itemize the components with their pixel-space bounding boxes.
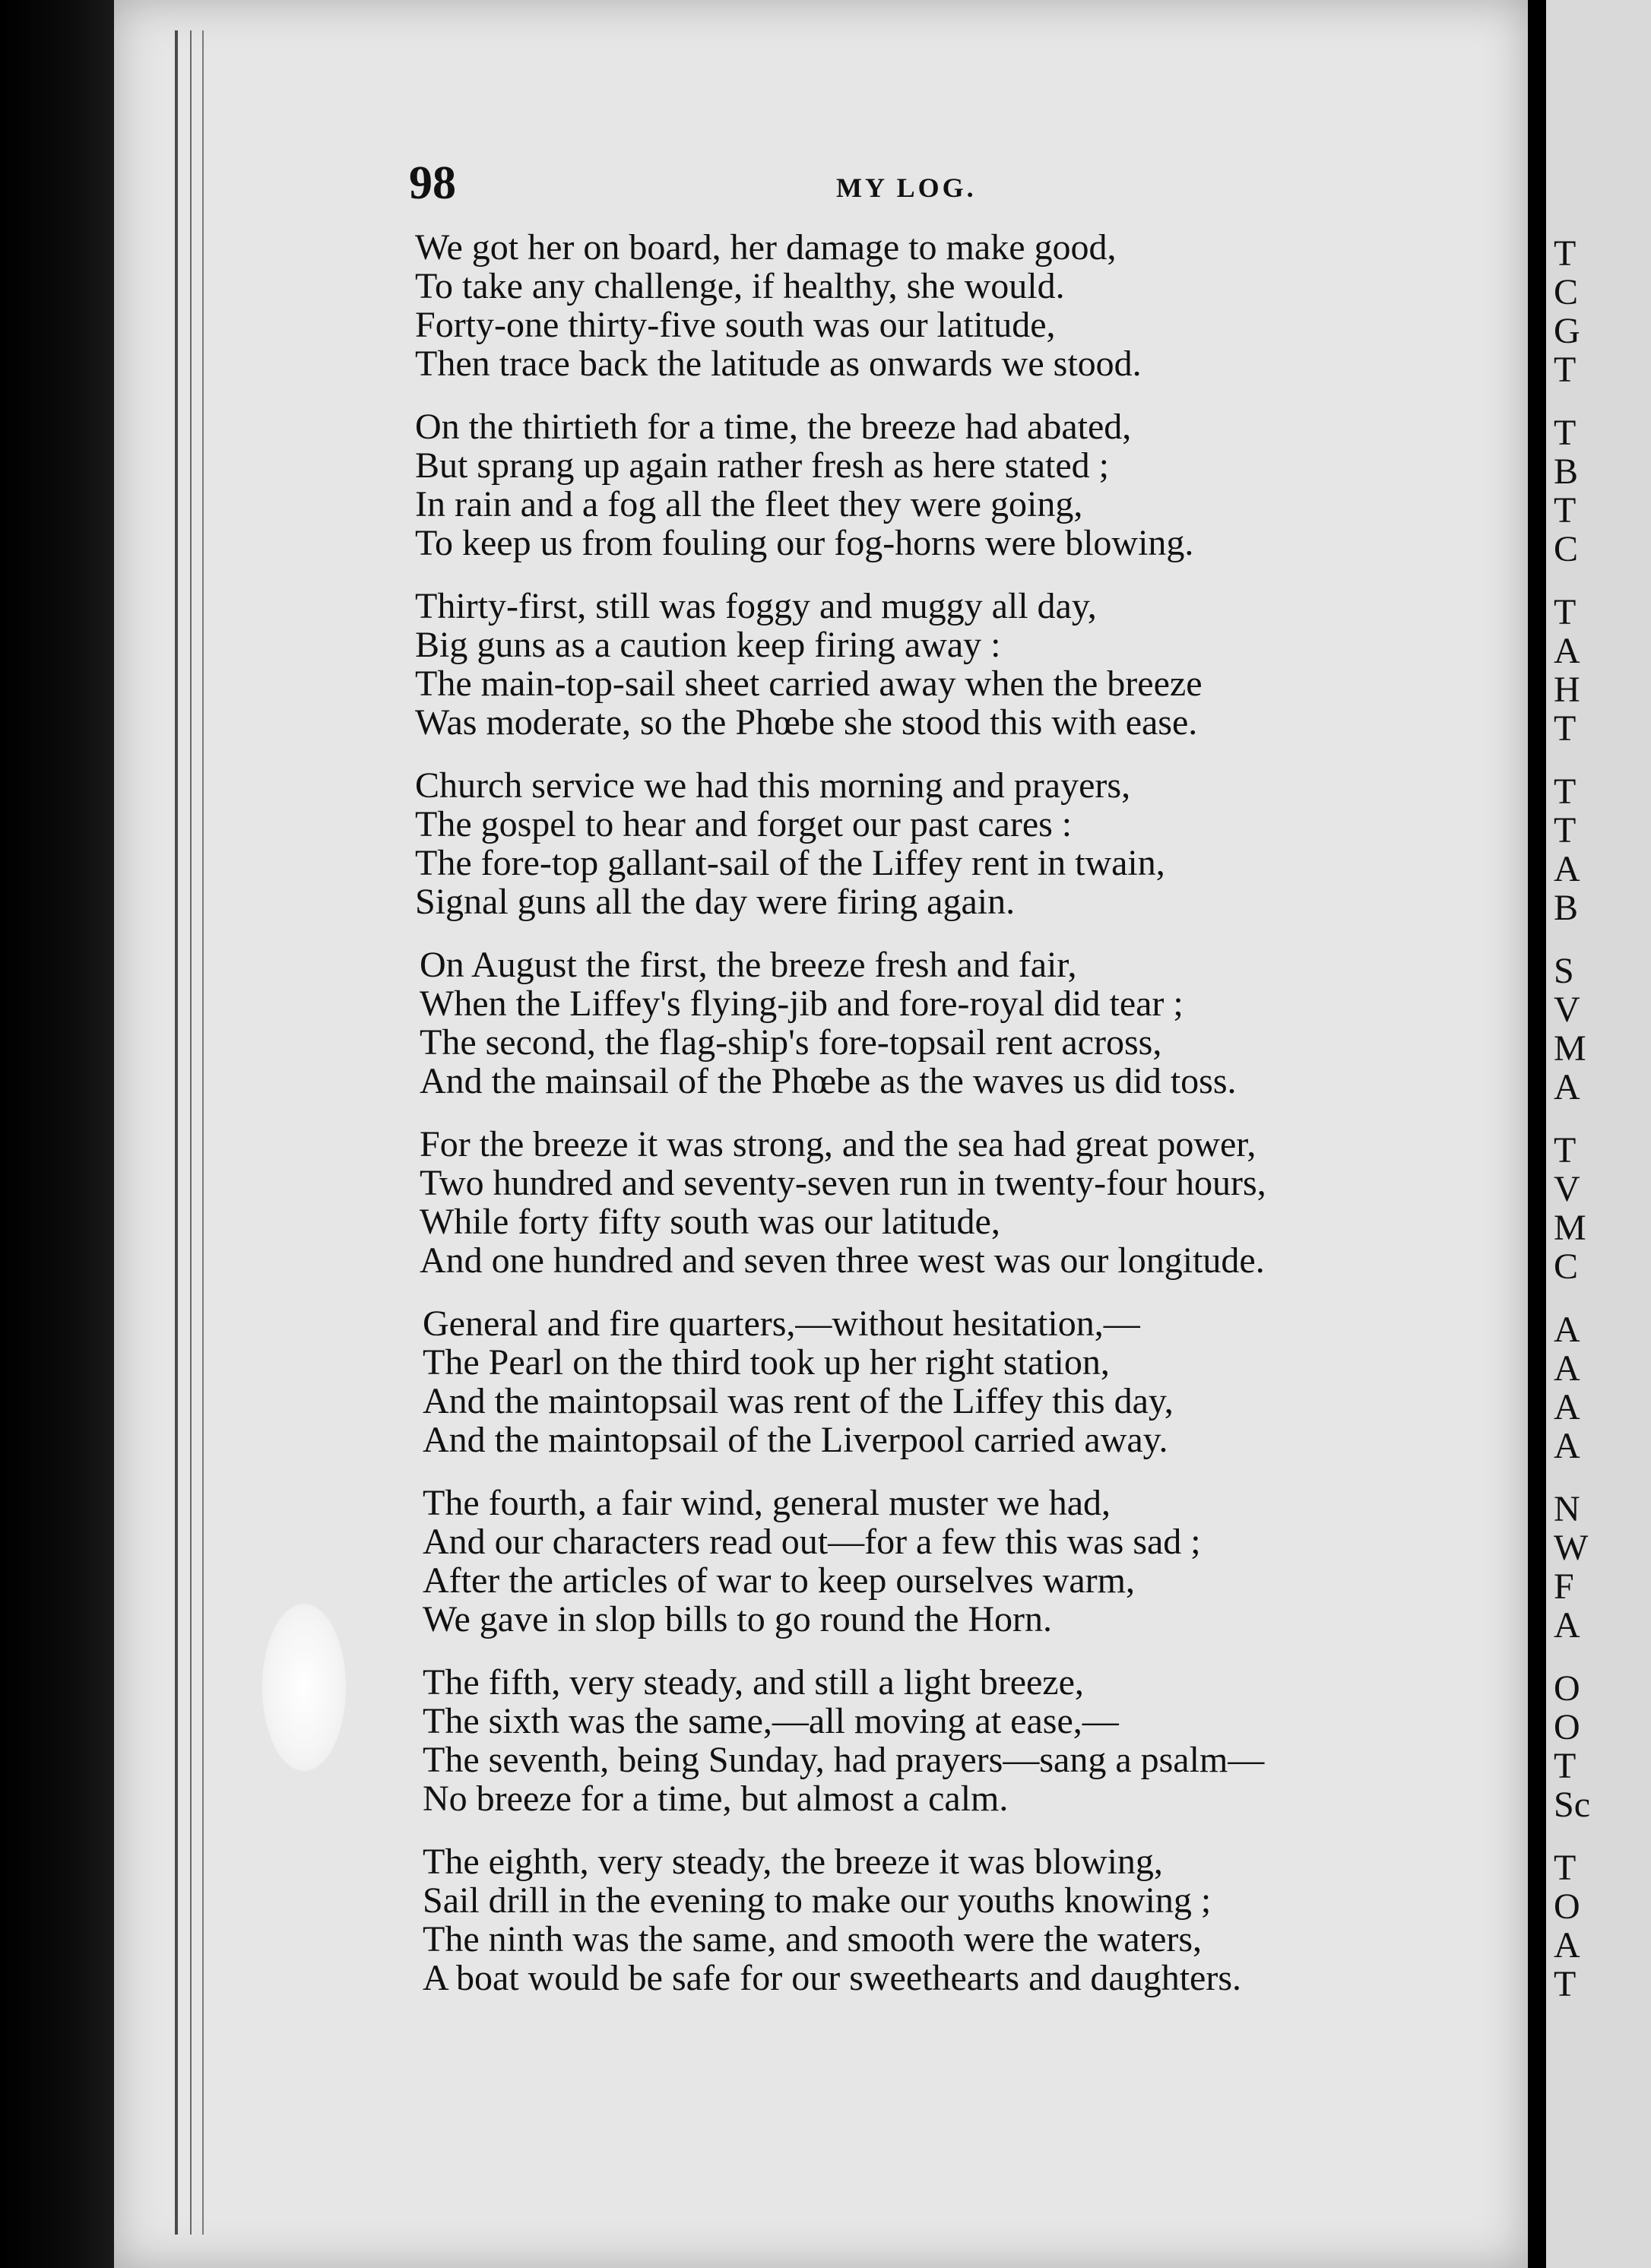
- stanza: [415, 1663, 1479, 1818]
- stanza: [415, 1484, 1479, 1639]
- facing-line-initial: A: [1554, 1067, 1580, 1107]
- facing-stanza: [1554, 413, 1651, 569]
- facing-line-initial: C: [1554, 529, 1579, 569]
- poem-line: The second, the flag-ship's fore-topsail rent across,: [420, 1022, 1162, 1063]
- poem-line: While forty fifty south was our latitude,: [420, 1202, 1000, 1242]
- poem-line: The Pearl on the third took up her right station,: [423, 1342, 1110, 1383]
- facing-line-initial: O: [1554, 1707, 1580, 1747]
- poem-line: And the mainsail of the Phœbe as the waves us did toss.: [420, 1061, 1237, 1101]
- poem-line: In rain and a fog all the fleet they were going,: [415, 484, 1083, 524]
- facing-line-initial: T: [1554, 413, 1577, 453]
- facing-line-initial: F: [1554, 1566, 1574, 1607]
- poem-line: The sixth was the same,—all moving at ease,—: [423, 1701, 1119, 1741]
- facing-line-initial: A: [1554, 631, 1580, 671]
- facing-line-initial: A: [1554, 849, 1580, 889]
- facing-page-text: [1554, 234, 1651, 2028]
- poem-line: Church service we had this morning and prayers,: [415, 765, 1131, 806]
- facing-line-initial: A: [1554, 1348, 1580, 1389]
- left-gutter: [0, 0, 114, 2268]
- facing-line-initial: A: [1554, 1605, 1580, 1646]
- facing-line-initial: A: [1554, 1426, 1580, 1466]
- facing-line-initial: G: [1554, 311, 1580, 351]
- poem-line: The ninth was the same, and smooth were the waters,: [423, 1919, 1203, 1959]
- poem-line: And our characters read out—for a few this was sad ;: [423, 1522, 1201, 1562]
- binding-line: [175, 30, 178, 2235]
- facing-line-initial: B: [1554, 888, 1579, 928]
- poem-line: The eighth, very steady, the breeze it was blowing,: [423, 1842, 1163, 1882]
- facing-line-initial: C: [1554, 272, 1579, 312]
- paper-stain: [262, 1604, 346, 1771]
- facing-line-initial: B: [1554, 451, 1579, 492]
- facing-stanza: [1554, 1848, 1651, 2004]
- facing-line-initial: S: [1554, 951, 1574, 991]
- facing-stanza: [1554, 1669, 1651, 1824]
- poem-line: And the maintopsail was rent of the Liffey this day,: [423, 1381, 1174, 1421]
- poem-line: On the thirtieth for a time, the breeze had abated,: [415, 407, 1132, 447]
- facing-line-initial: C: [1554, 1246, 1579, 1287]
- facing-line-initial: T: [1554, 1848, 1577, 1888]
- poem-line: The fore-top gallant-sail of the Liffey rent in twain,: [415, 843, 1165, 883]
- page-number: 98: [409, 157, 456, 209]
- facing-line-initial: M: [1554, 1208, 1586, 1248]
- facing-line-initial: O: [1554, 1886, 1580, 1927]
- facing-line-initial: T: [1554, 592, 1577, 632]
- poem-line: To take any challenge, if healthy, she would.: [415, 266, 1065, 306]
- header-title: MY LOG.: [836, 173, 977, 203]
- facing-line-initial: H: [1554, 670, 1580, 710]
- facing-line-initial: M: [1554, 1028, 1586, 1069]
- facing-line-initial: T: [1554, 1964, 1577, 2004]
- stanza: [415, 1842, 1479, 1997]
- facing-line-initial: A: [1554, 1310, 1580, 1350]
- facing-line-initial: V: [1554, 1169, 1580, 1209]
- poem-line: The main-top-sail sheet carried away when the breeze: [415, 664, 1203, 704]
- poem-line: To keep us from fouling our fog-horns were blowing.: [415, 523, 1194, 563]
- facing-line-initial: T: [1554, 810, 1577, 850]
- poem-line: And one hundred and seven three west was our longitude.: [420, 1240, 1265, 1281]
- poem-line: Forty-one thirty-five south was our latitude,: [415, 305, 1056, 345]
- facing-stanza: [1554, 952, 1651, 1107]
- poem-line: And the maintopsail of the Liverpool carried away.: [423, 1420, 1168, 1460]
- poem-line: Signal guns all the day were firing again.: [415, 882, 1016, 922]
- poem-line: The fourth, a fair wind, general muster we had,: [423, 1483, 1111, 1523]
- poem-line: We got her on board, her damage to make good,: [415, 227, 1117, 268]
- page-gap: [1528, 0, 1546, 2268]
- stanza: [415, 766, 1479, 921]
- facing-line-initial: T: [1554, 1746, 1577, 1786]
- facing-line-initial: T: [1554, 1130, 1577, 1170]
- poem-line: The fifth, very steady, and still a light breeze,: [423, 1662, 1084, 1703]
- poem-line: For the breeze it was strong, and the sea had great power,: [420, 1124, 1256, 1164]
- facing-stanza: [1554, 1490, 1651, 1645]
- facing-line-initial: T: [1554, 490, 1577, 531]
- facing-stanza: [1554, 1131, 1651, 1286]
- poem-line: Thirty-first, still was foggy and muggy all day,: [415, 586, 1097, 626]
- poem-line: But sprang up again rather fresh as here stated ;: [415, 445, 1110, 486]
- poem-line: We gave in slop bills to go round the Horn.: [423, 1599, 1053, 1639]
- stanza: [415, 407, 1479, 562]
- facing-line-initial: A: [1554, 1387, 1580, 1427]
- stanza: [415, 1125, 1479, 1280]
- poem-line: On August the first, the breeze fresh and fair,: [420, 945, 1077, 985]
- binding-line: [190, 30, 192, 2235]
- poem-line: Sail drill in the evening to make our youths knowing ;: [423, 1880, 1212, 1921]
- facing-line-initial: N: [1554, 1489, 1580, 1529]
- poem-line: The seventh, being Sunday, had prayers—sang a psalm—: [423, 1740, 1265, 1780]
- poem-line: When the Liffey's flying-jib and fore-royal did tear ;: [420, 984, 1184, 1024]
- poem-line: General and fire quarters,—without hesitation,—: [423, 1303, 1140, 1344]
- stanza: [415, 587, 1479, 742]
- poem-line: Two hundred and seventy-seven run in twenty-four hours,: [420, 1163, 1266, 1203]
- facing-line-initial: T: [1554, 771, 1577, 812]
- facing-line-initial: A: [1554, 1925, 1580, 1965]
- poem-line: The gospel to hear and forget our past cares :: [415, 804, 1073, 844]
- facing-line-initial: T: [1554, 233, 1577, 274]
- binding-line: [202, 30, 204, 2235]
- poem-line: Then trace back the latitude as onwards we stood.: [415, 344, 1142, 384]
- facing-line-initial: W: [1554, 1528, 1589, 1568]
- facing-stanza: [1554, 1310, 1651, 1465]
- facing-line-initial: V: [1554, 990, 1580, 1030]
- facing-line-initial: T: [1554, 350, 1577, 390]
- facing-line-initial: Sc: [1554, 1785, 1590, 1825]
- facing-line-initial: T: [1554, 708, 1577, 749]
- stanza: [415, 946, 1479, 1101]
- facing-stanza: [1554, 234, 1651, 389]
- facing-line-initial: O: [1554, 1668, 1580, 1709]
- poem-line: After the articles of war to keep ourselves warm,: [423, 1560, 1135, 1601]
- facing-stanza: [1554, 772, 1651, 927]
- poem-line: Big guns as a caution keep firing away :: [415, 625, 1001, 665]
- poem-line: No breeze for a time, but almost a calm.: [423, 1779, 1009, 1819]
- poem: [415, 228, 1479, 2022]
- poem-line: Was moderate, so the Phœbe she stood this with ease.: [415, 702, 1198, 743]
- running-head: [0, 157, 1651, 217]
- facing-stanza: [1554, 593, 1651, 748]
- stanza: [415, 1304, 1479, 1459]
- stanza: [415, 228, 1479, 383]
- poem-line: A boat would be safe for our sweethearts and daughters.: [423, 1958, 1241, 1998]
- facing-page: [1546, 0, 1651, 2268]
